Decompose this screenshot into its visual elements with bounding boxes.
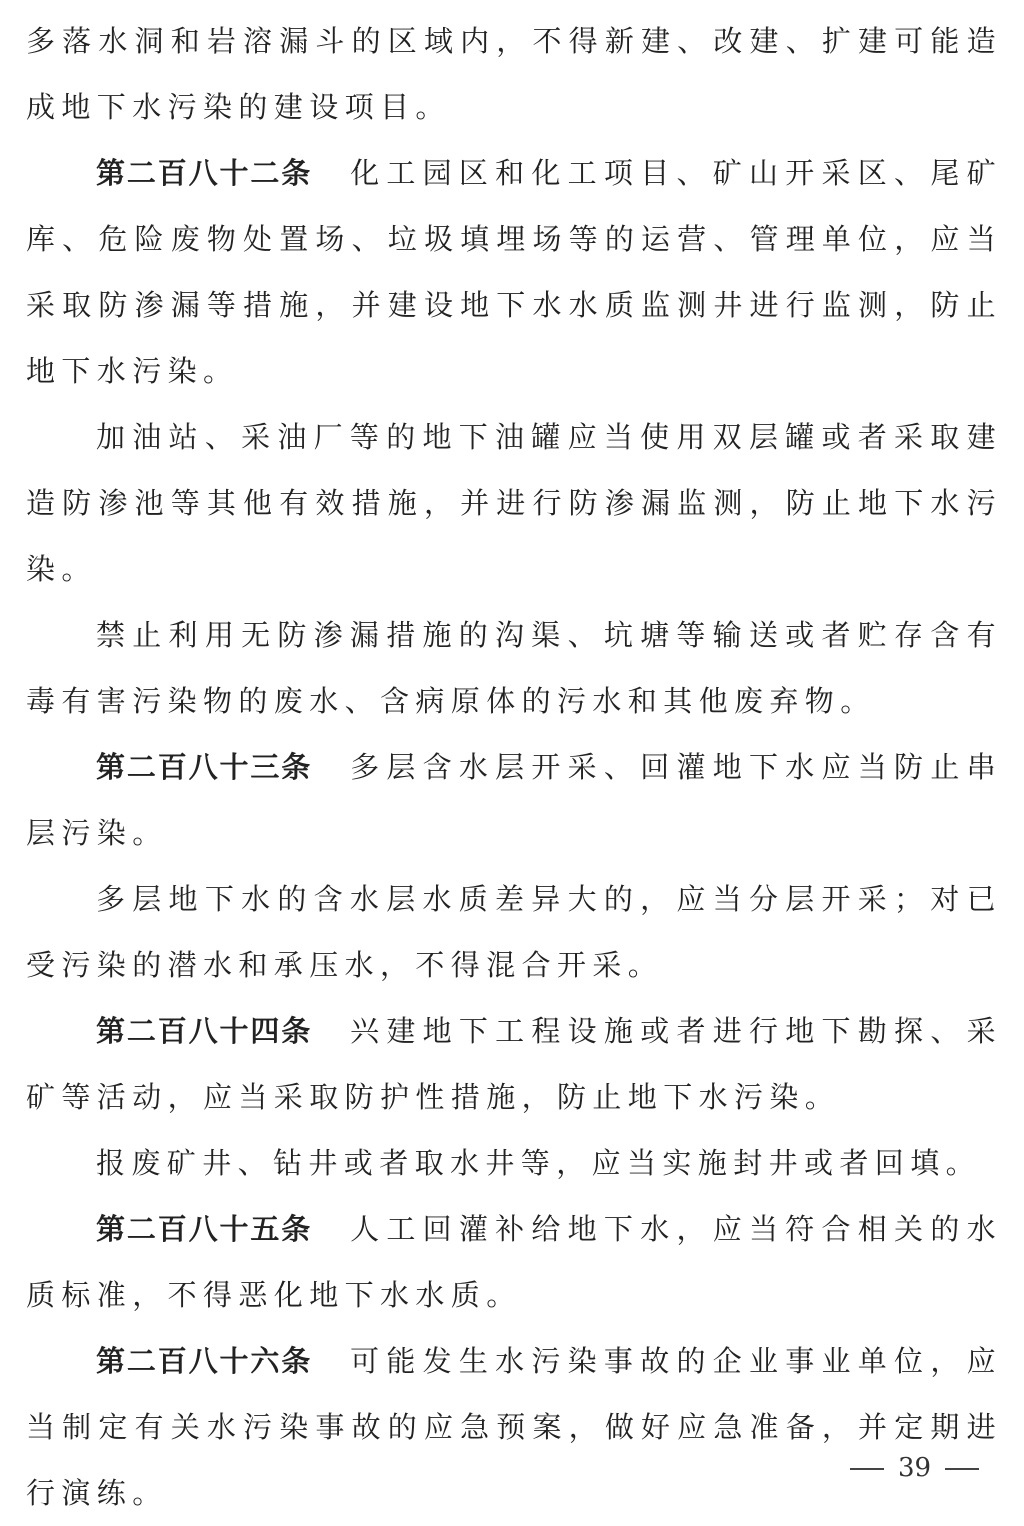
article-text: 多层含水层开采、回灌地下水应当防止串层污染。 — [26, 750, 1002, 850]
footer-dash-left — [850, 1468, 884, 1470]
paragraph-text: 加油站、采油厂等的地下油罐应当使用双层罐或者采取建造防渗池等其他有效措施，并进行防渗漏监测，防止地下水污染。 — [26, 420, 1002, 586]
paragraph-text: 多层地下水的含水层水质差异大的，应当分层开采；对已受污染的潜水和承压水，不得混合开采。 — [26, 882, 1002, 982]
paragraph-text: 多落水洞和岩溶漏斗的区域内，不得新建、改建、扩建可能造成地下水污染的建设项目。 — [26, 24, 1002, 124]
paragraph-gas-station — [26, 404, 1002, 602]
footer-dash-right — [945, 1468, 979, 1470]
article-283 — [26, 734, 1002, 866]
paragraph-continuation — [26, 8, 1002, 140]
article-text: 化工园区和化工项目、矿山开采区、尾矿库、危险废物处置场、垃圾填埋场等的运营、管理单位，应当采取防渗漏等措施，并建设地下水水质监测井进行监测，防止地下水污染。 — [26, 156, 1002, 388]
paragraph-abandoned-wells — [26, 1130, 1002, 1196]
document-page — [26, 8, 1002, 1526]
article-285 — [26, 1196, 1002, 1328]
article-title: 第二百八十二条 — [96, 156, 313, 190]
article-title: 第二百八十四条 — [96, 1014, 313, 1048]
article-title: 第二百八十六条 — [96, 1344, 313, 1378]
article-text: 兴建地下工程设施或者进行地下勘探、采矿等活动，应当采取防护性措施，防止地下水污染。 — [26, 1014, 1002, 1114]
page-number: 39 — [898, 1453, 932, 1483]
page-number-group — [836, 1453, 993, 1483]
article-282 — [26, 140, 1002, 404]
paragraph-prohibition — [26, 602, 1002, 734]
article-title: 第二百八十五条 — [96, 1212, 313, 1246]
article-title: 第二百八十三条 — [96, 750, 313, 784]
article-284 — [26, 998, 1002, 1130]
paragraph-layered-mining — [26, 866, 1002, 998]
article-286 — [26, 1328, 1002, 1526]
paragraph-text: 禁止利用无防渗漏措施的沟渠、坑塘等输送或者贮存含有毒有害污染物的废水、含病原体的污水和其他废弃物。 — [26, 618, 1002, 718]
article-text: 人工回灌补给地下水，应当符合相关的水质标准，不得恶化地下水水质。 — [26, 1212, 1002, 1312]
paragraph-text: 报废矿井、钻井或者取水井等，应当实施封井或者回填。 — [96, 1146, 982, 1180]
article-text: 可能发生水污染事故的企业事业单位，应当制定有关水污染事故的应急预案，做好应急准备，并定期进行演练。 — [26, 1344, 1002, 1510]
